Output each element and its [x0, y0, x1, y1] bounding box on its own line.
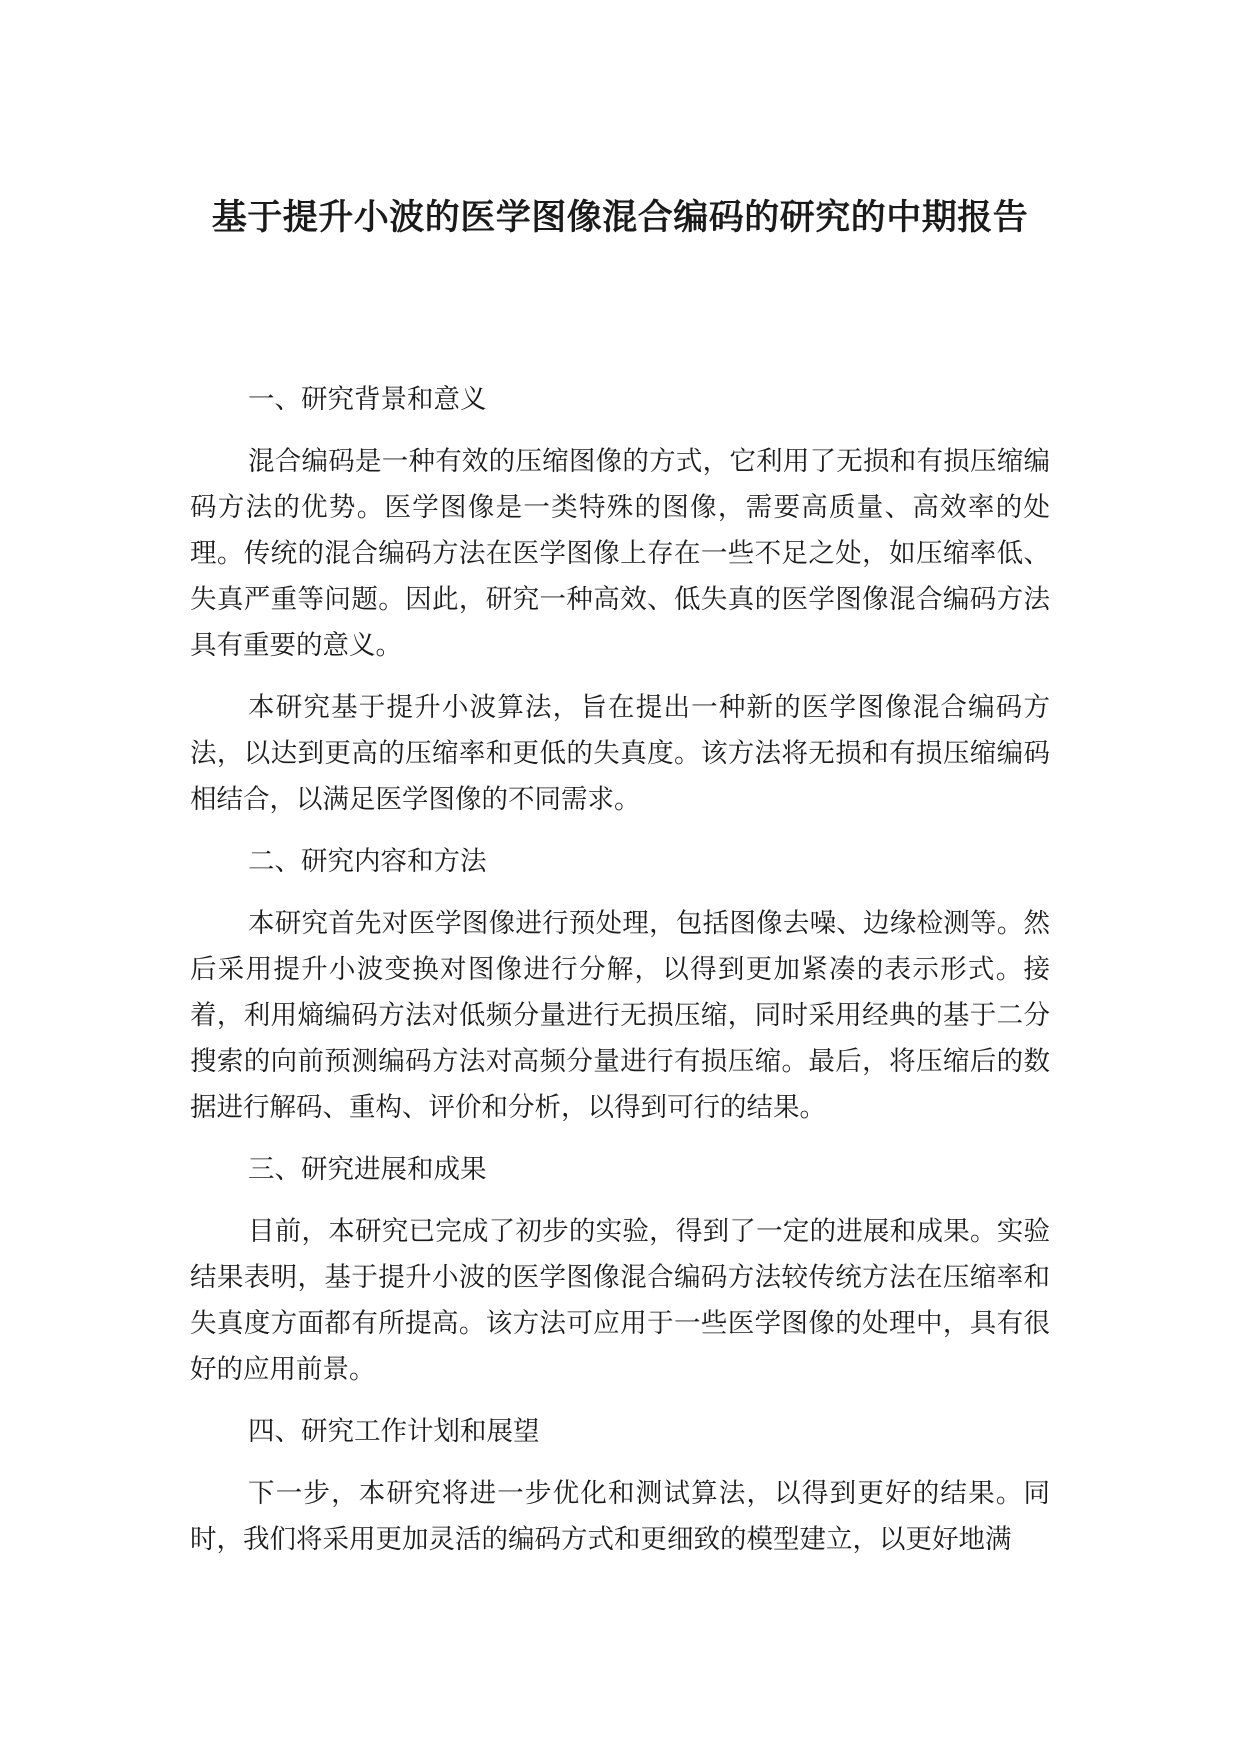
section-progress — [190, 1147, 1050, 1393]
section-plan — [190, 1409, 1050, 1563]
document-title: 基于提升小波的医学图像混合编码的研究的中期报告 — [211, 198, 1029, 238]
document-body — [190, 377, 1050, 1579]
section-heading: 三、研究进展和成果 — [248, 1154, 487, 1185]
paragraph: 混合编码是一种有效的压缩图像的方式，它利用了无损和有损压缩编码方法的优势。医学图像是一类特殊的图像，需要高质量、高效率的处理。传统的混合编码方法在医学图像上存在一些不足之处，如压缩率低、失真严重等问题。因此，研究一种高效、低失真的医学图像混合编码方法具有重要的意义。 — [190, 446, 1050, 661]
paragraph: 目前，本研究已完成了初步的实验，得到了一定的进展和成果。实验结果表明，基于提升小波的医学图像混合编码方法较传统方法在压缩率和失真度方面都有所提高。该方法可应用于一些医学图像的处理中，具有很好的应用前景。 — [190, 1216, 1050, 1385]
section-content-method — [190, 839, 1050, 1131]
section-background — [190, 377, 1050, 823]
section-heading: 二、研究内容和方法 — [248, 846, 487, 877]
section-heading: 四、研究工作计划和展望 — [248, 1416, 540, 1447]
section-heading: 一、研究背景和意义 — [248, 384, 487, 415]
paragraph: 本研究基于提升小波算法，旨在提出一种新的医学图像混合编码方法，以达到更高的压缩率和更低的失真度。该方法将无损和有损压缩编码相结合，以满足医学图像的不同需求。 — [190, 692, 1050, 815]
paragraph: 本研究首先对医学图像进行预处理，包括图像去噪、边缘检测等。然后采用提升小波变换对图像进行分解，以得到更加紧凑的表示形式。接着，利用熵编码方法对低频分量进行无损压缩，同时采用经典的基于二分搜索的向前预测编码方法对高频分量进行有损压缩。最后，将压缩后的数据进行解码、重构、评价和分析，以得到可行的结果。 — [190, 908, 1050, 1123]
paragraph: 下一步，本研究将进一步优化和测试算法，以得到更好的结果。同时，我们将采用更加灵活的编码方式和更细致的模型建立，以更好地满 — [190, 1478, 1050, 1555]
